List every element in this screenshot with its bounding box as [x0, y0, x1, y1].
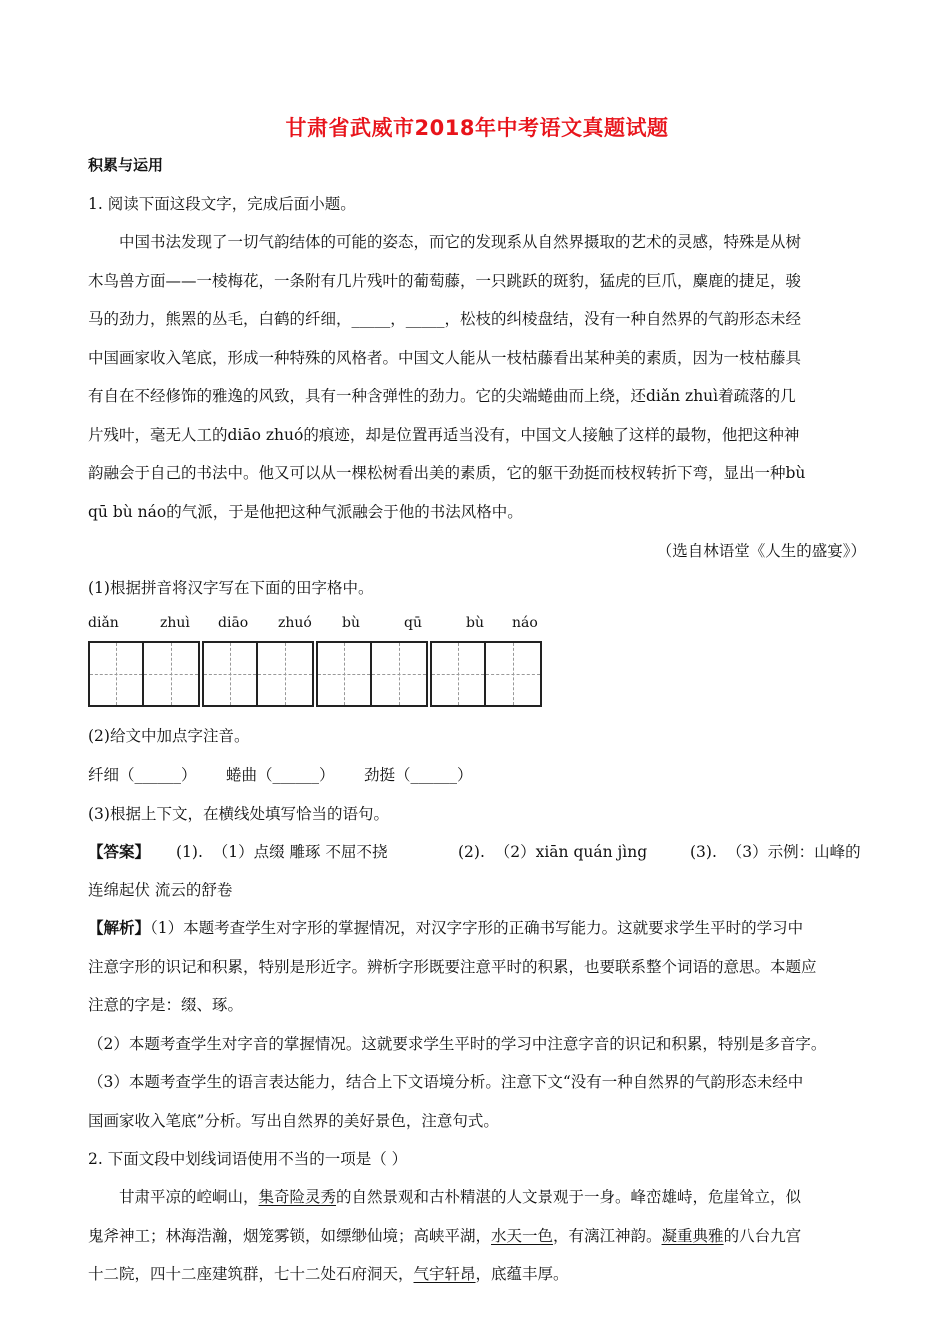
- tianzige-cell[interactable]: [316, 641, 372, 707]
- passage-line: 韵融会于自己的书法中。他又可以从一棵松树看出美的素质，它的躯干劲挺而枝杈转折下弯，显出一种bù: [88, 464, 806, 482]
- q2-passage-line: [88, 1178, 866, 1217]
- passage-line: 中国画家收入笔底，形成一种特殊的风格者。中国文人能从一枝枯藤看出某种美的素质，因为一枝枯藤具: [88, 348, 802, 367]
- passage-line: 有自在不经修饰的雅逸的风致，具有一种含弹性的劲力。它的尖端蜷曲而上绕，还diǎn zhuì着疏落的几: [88, 387, 796, 405]
- answer-label: 【答案】: [88, 843, 151, 861]
- sub-question-2: (2)给文中加点字注音。: [88, 727, 250, 745]
- tianzige-cell[interactable]: [88, 641, 144, 707]
- q2-passage-line: [88, 1255, 866, 1294]
- pinyin-label: zhuó: [278, 615, 312, 631]
- analysis-line: （1）本题考查学生对字形的掌握情况，对汉字字形的正确书写能力。这就要求学生平时的学习中: [150, 919, 804, 937]
- page-title: 甘肃省武威市2018年中考语文真题试题: [285, 116, 669, 140]
- pinyin-label: bù: [466, 615, 484, 631]
- analysis-line: （2）本题考查学生对字音的掌握情况。这就要求学生平时的学习中注意字音的识记和积累，特别是多音字。: [88, 1034, 827, 1053]
- underlined-term: 集奇险灵秀: [258, 1188, 337, 1206]
- pinyin-label: bù: [342, 615, 360, 631]
- underlined-term: 水天一色: [491, 1226, 554, 1245]
- text-span: 的自然景观和古朴精湛的人文景观于一身。峰峦雄峙，危崖耸立，似: [336, 1188, 802, 1206]
- pinyin-label: qū: [404, 615, 422, 631]
- analysis-label: 【解析】: [88, 919, 151, 937]
- text-span: 鬼斧神工；林海浩瀚，烟笼雾锁，如缥缈仙境；高峡平湖，: [88, 1226, 492, 1245]
- section-heading: 积累与运用: [88, 156, 164, 174]
- analysis-line: 注意的字是：缀、琢。: [88, 996, 244, 1014]
- tianzige-cell[interactable]: [258, 641, 314, 707]
- phonetic-note: 纤细（______）: [88, 766, 197, 784]
- question-2-stem: 2. 下面文段中划线词语使用不当的一项是（ ）: [88, 1150, 408, 1168]
- answer-continuation: 连绵起伏 流云的舒卷: [88, 881, 233, 899]
- pinyin-label: diāo: [218, 615, 249, 631]
- phonetic-notes-row: [88, 755, 866, 795]
- answer-part: (3). （3）示例：山峰的: [690, 843, 861, 861]
- tianzige-grid: [88, 641, 866, 707]
- phonetic-note: 蜷曲（______）: [226, 766, 335, 784]
- pinyin-label: náo: [512, 615, 538, 631]
- phonetic-note: 劲挺（______）: [364, 766, 473, 784]
- underlined-term: 凝重典雅: [661, 1226, 724, 1245]
- answer-line: [88, 833, 866, 871]
- pinyin-label: zhuì: [160, 615, 190, 631]
- underlined-term: 气宇轩昂: [413, 1265, 476, 1283]
- question-1-stem: 1. 阅读下面这段文字，完成后面小题。: [88, 195, 356, 213]
- passage-line: 马的劲力，熊罴的丛毛，白鹤的纤细，_____，_____，松枝的纠棱盘结，没有一种自然界的气韵形态未经: [88, 310, 802, 328]
- passage-line: 木鸟兽方面——一棱梅花，一条附有几片残叶的葡萄藤，一只跳跃的斑豹，猛虎的巨爪，麋鹿的捷足，骏: [88, 271, 802, 290]
- tianzige-cell[interactable]: [430, 641, 486, 707]
- sub-question-3: (3)根据上下文，在横线处填写恰当的语句。: [88, 805, 389, 823]
- passage-line: qū bù náo的气派，于是他把这种气派融会于他的书法风格中。: [88, 502, 523, 521]
- pinyin-label: diǎn: [88, 615, 119, 631]
- text-span: ，底蕴丰厚。: [475, 1265, 569, 1283]
- text-span: 十二院，四十二座建筑群，七十二处石府洞天，: [88, 1265, 414, 1283]
- tianzige-cell[interactable]: [202, 641, 258, 707]
- sub-question-1: (1)根据拼音将汉字写在下面的田字格中。: [88, 579, 374, 597]
- passage-line: 片残叶，毫无人工的diāo zhuó的痕迹，却是位置再适当没有，中国文人接触了这样的最物，他把这种神: [88, 425, 800, 444]
- analysis-line: 国画家收入笔底”分析。写出自然界的美好景色，注意句式。: [88, 1111, 499, 1130]
- tianzige-cell[interactable]: [486, 641, 542, 707]
- text-span: 甘肃平凉的崆峒山，: [119, 1188, 259, 1206]
- tianzige-cell[interactable]: [144, 641, 200, 707]
- answer-part: (1). （1）点缀 雕琢 不屈不挠: [176, 843, 388, 861]
- pinyin-row: [88, 613, 866, 633]
- text-span: 的八台九宫: [723, 1226, 802, 1245]
- passage-line: 中国书法发现了一切气韵结体的可能的姿态，而它的发现系从自然界摄取的艺术的灵感，特殊是从树: [119, 233, 802, 251]
- q2-passage-line: [88, 1217, 866, 1256]
- tianzige-cell[interactable]: [372, 641, 428, 707]
- passage-source: （选自林语堂《人生的盛宴》）: [656, 542, 866, 560]
- text-span: ，有漓江神韵。: [553, 1226, 662, 1245]
- answer-part: (2). （2）xiān quán jìng: [458, 843, 648, 861]
- analysis-line: 注意字形的识记和积累，特别是形近字。辨析字形既要注意平时的积累，也要联系整个词语的意思。本题应: [88, 957, 817, 976]
- analysis-line: （3）本题考查学生的语言表达能力，结合上下文语境分析。注意下文“没有一种自然界的气韵形态未经中: [88, 1073, 804, 1091]
